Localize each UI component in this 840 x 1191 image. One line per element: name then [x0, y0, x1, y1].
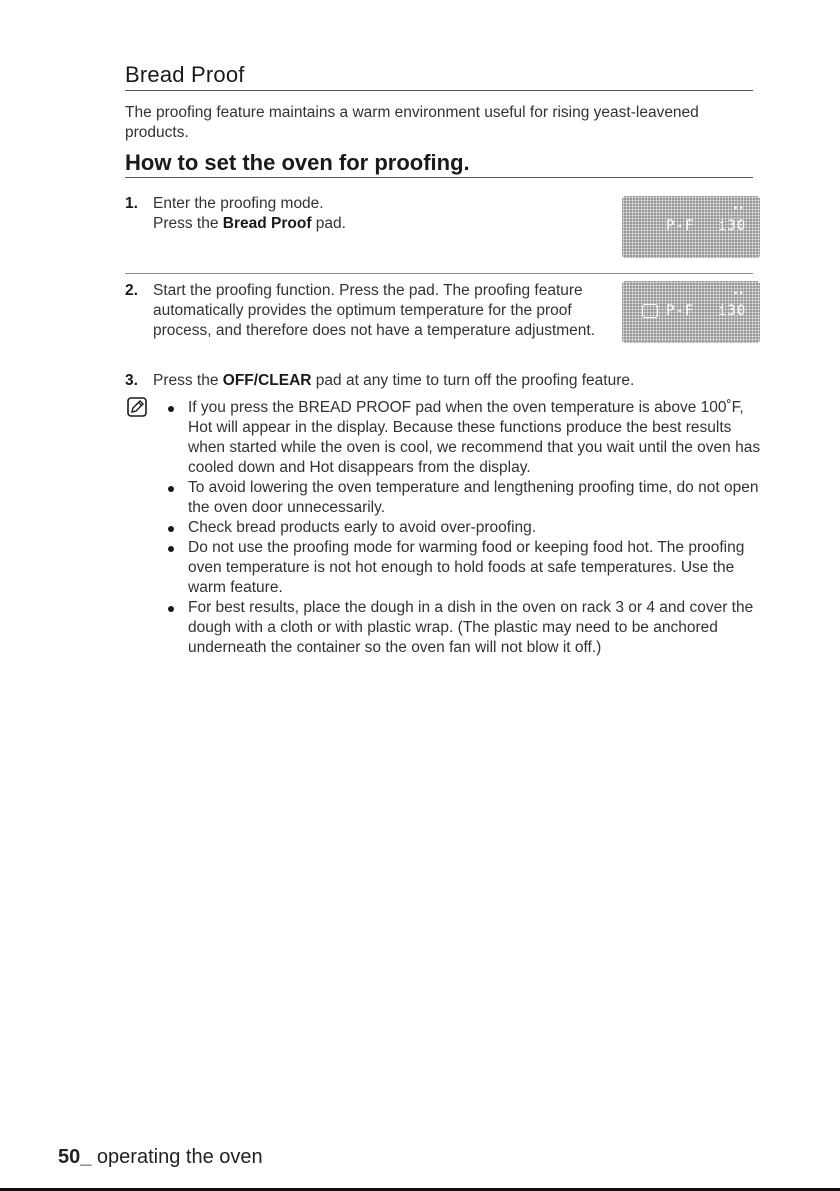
note-item — [168, 538, 768, 598]
note-text: To avoid lowering the oven temperature and lengthening proofing time, do not open the oven door unnecessarily. — [188, 479, 759, 516]
step-number: 2. — [125, 282, 138, 299]
bullet-icon — [168, 526, 174, 532]
step-line: Enter the proofing mode. — [153, 195, 324, 212]
display-mode-readout: P-F — [666, 303, 695, 319]
note-text: If you press the BREAD PROOF pad when the oven temperature is above 100˚F, Hot will appear in the display. Because these functions produce the best results when started while the oven is cool, we recommend that you wait until the oven has cooled down and Hot disappears from the display. — [188, 399, 761, 476]
section-intro: The proofing feature maintains a warm environment useful for rising yeast-leavened products. — [125, 104, 699, 141]
bullet-icon — [168, 486, 174, 492]
note-text: For best results, place the dough in a dish in the oven on rack 3 or 4 and cover the dough with a cloth or with plastic wrap. (The plastic may need to be anchored underneath the container so the oven fan will not blow it off.) — [188, 599, 754, 656]
display-time-readout: i30 — [718, 218, 747, 234]
step-1 — [125, 194, 605, 236]
off-clear-pad-label: OFF/CLEAR — [222, 372, 312, 389]
subsection-title-rule — [125, 177, 753, 178]
proof-box-icon — [642, 304, 658, 318]
oven-display-step-2 — [622, 281, 760, 343]
note-item — [168, 398, 768, 478]
step-line — [153, 214, 346, 234]
step-number: 1. — [125, 195, 138, 212]
step-3 — [125, 371, 765, 393]
display-indicator-dots: • • — [734, 203, 743, 213]
oven-display-step-1 — [622, 196, 760, 258]
note-item — [168, 518, 768, 538]
section-title-rule — [125, 90, 753, 91]
step-number: 3. — [125, 372, 138, 389]
step-text-part: Press the — [153, 372, 223, 389]
page-footer — [58, 1146, 263, 1169]
note-item — [168, 478, 768, 518]
step-2 — [125, 281, 605, 363]
notes-list — [168, 398, 768, 658]
step-text-part: Press the — [153, 215, 223, 232]
step-text — [153, 371, 763, 391]
step-divider — [125, 273, 753, 274]
step-text — [153, 194, 346, 234]
note-text: Check bread products early to avoid over-proofing. — [188, 519, 537, 536]
note-pencil-icon — [127, 397, 147, 417]
note-text: Do not use the proofing mode for warming food or keeping food hot. The proofing oven temperature is not hot enough to hold foods at safe temperatures. Use the warm feature. — [188, 539, 745, 596]
step-text-part: pad. — [311, 215, 346, 232]
bread-proof-pad-label: Bread Proof — [222, 215, 312, 232]
bullet-icon — [168, 606, 174, 612]
display-mode-readout: P-F — [666, 218, 695, 234]
section-title: Bread Proof — [125, 62, 245, 87]
bullet-icon — [168, 406, 174, 412]
page-number: 50_ — [58, 1146, 92, 1168]
bullet-icon — [168, 546, 174, 552]
display-time-readout: i30 — [718, 303, 747, 319]
display-indicator-dots: • • — [734, 288, 743, 298]
subsection-title: How to set the oven for proofing. — [125, 150, 470, 175]
note-item — [168, 598, 768, 658]
footer-section-name: operating the oven — [91, 1146, 263, 1168]
step-text: Start the proofing function. Press the pad. The proofing feature automatically provides the optimum temperature for the proof process, and therefore does not have a temperature adjustment. — [153, 282, 596, 339]
step-text-part: pad at any time to turn off the proofing feature. — [311, 372, 635, 389]
